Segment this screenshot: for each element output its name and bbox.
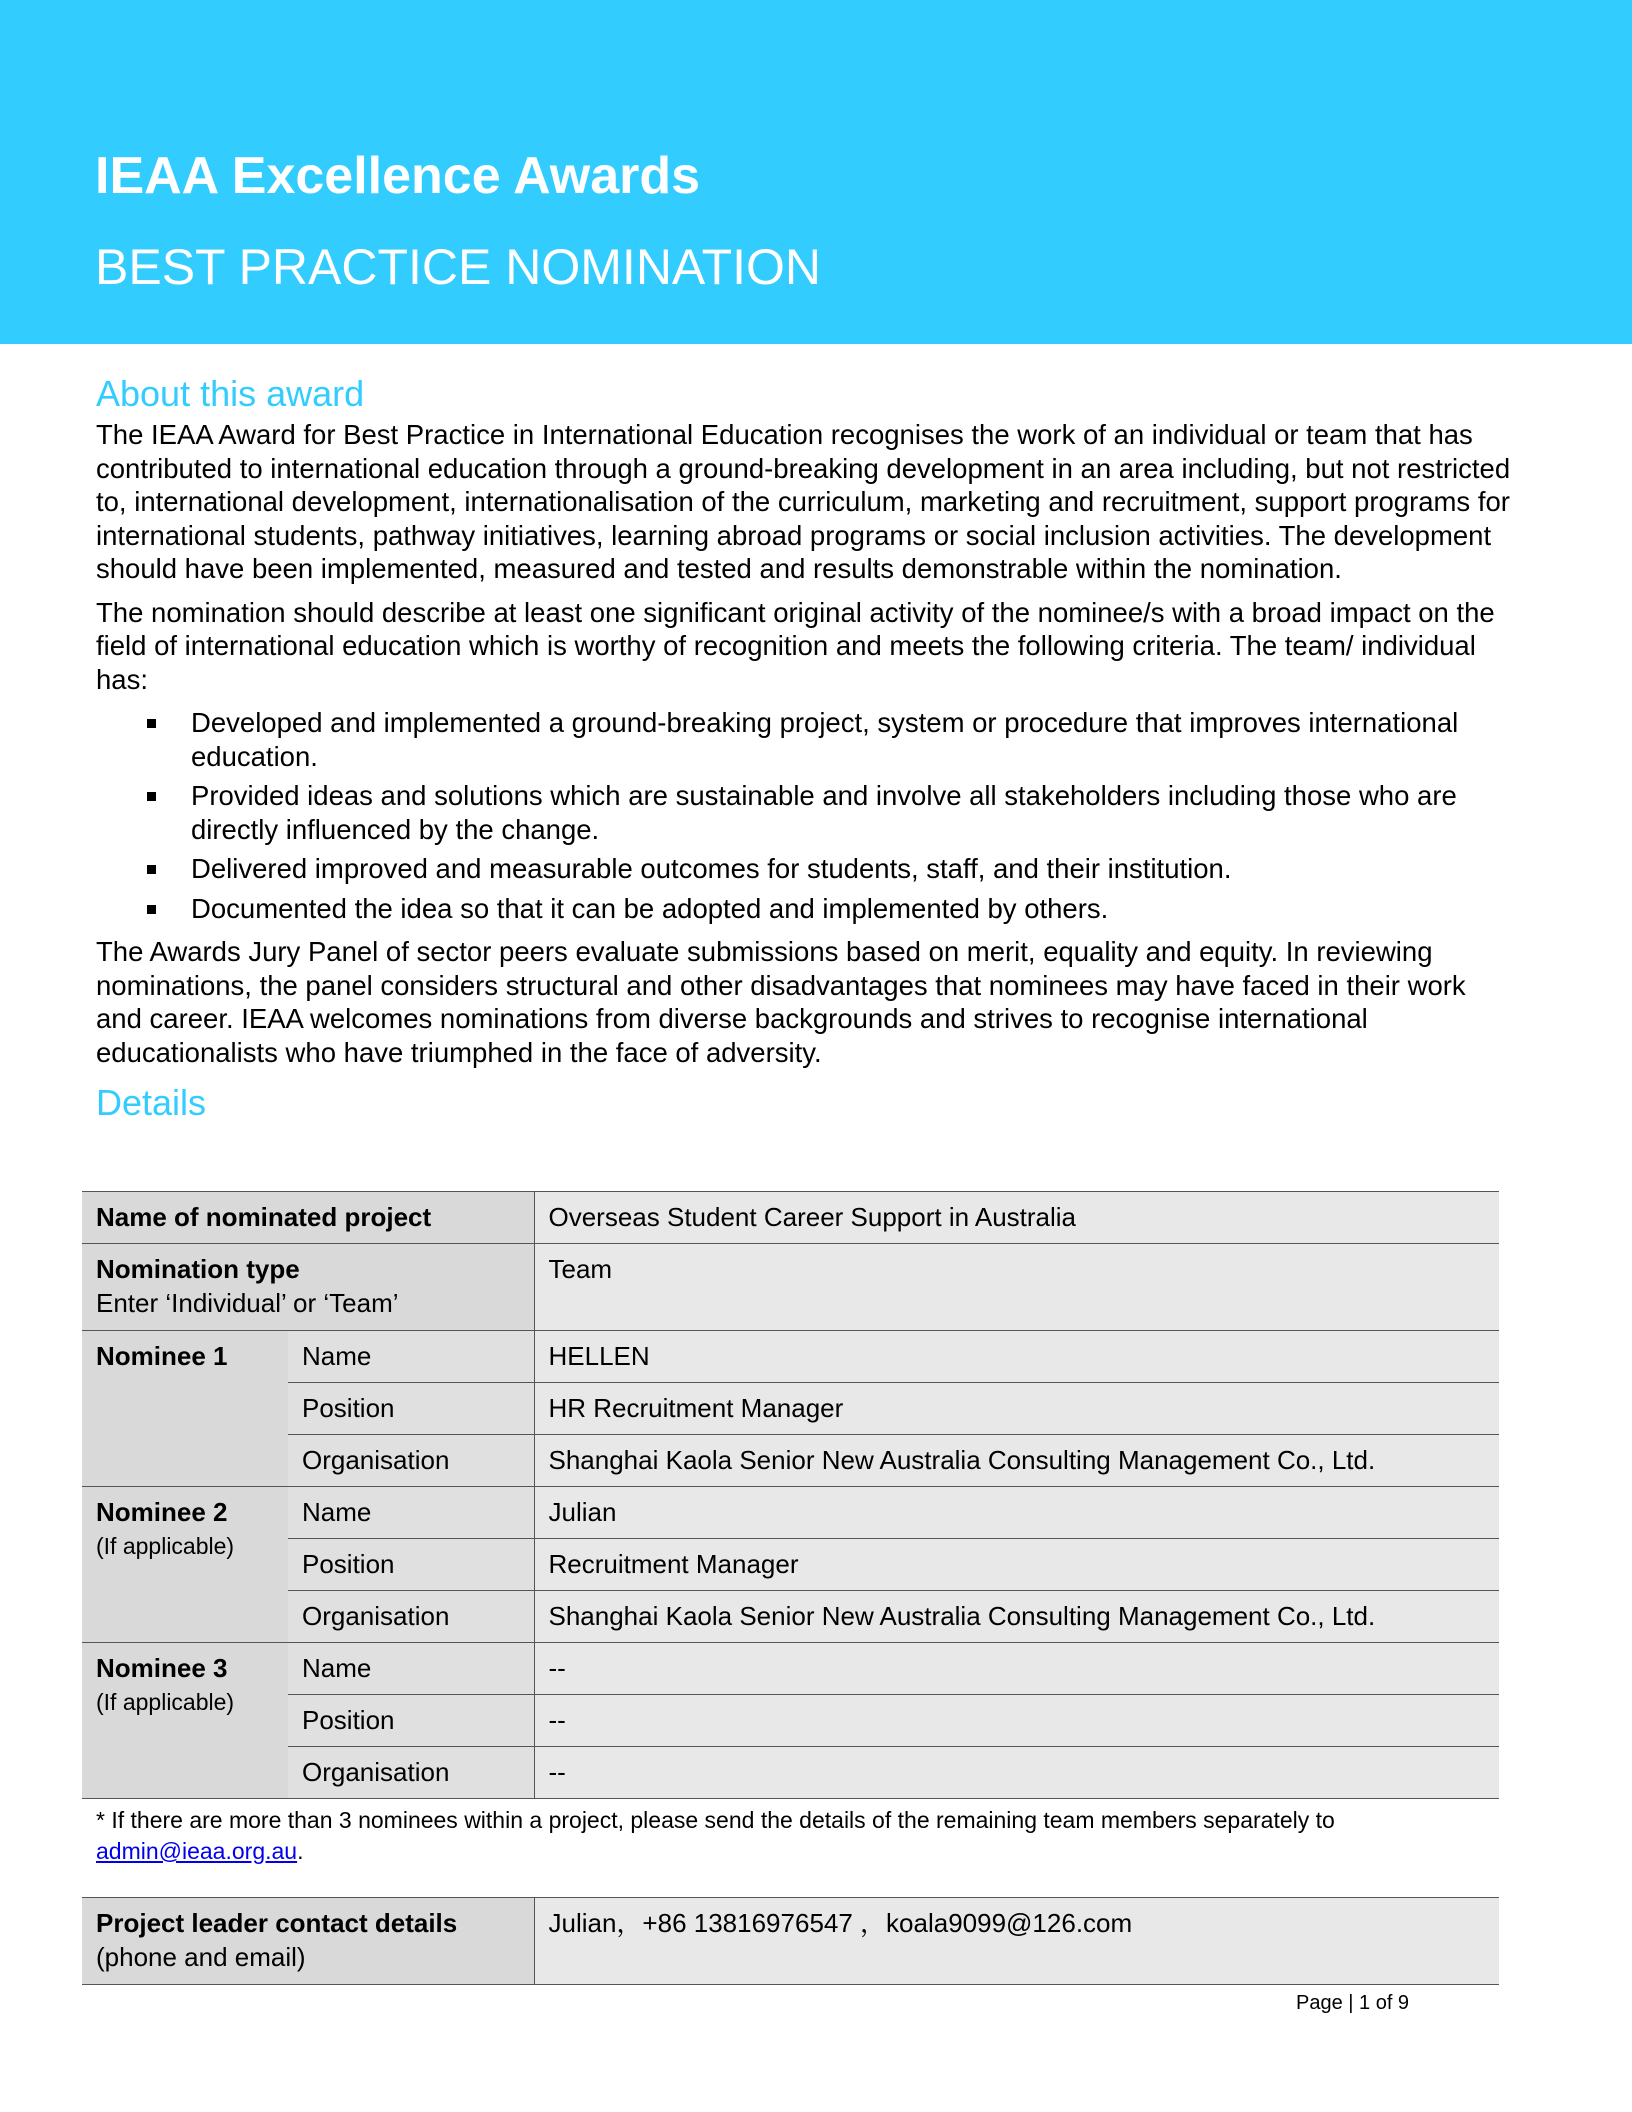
admin-email-link[interactable]: admin@ieaa.org.au (96, 1838, 298, 1864)
nominee-2-position: Recruitment Manager (534, 1539, 1499, 1591)
field-label: Name (288, 1487, 534, 1539)
field-label: Name (288, 1331, 534, 1383)
project-label-cell: Name of nominated project (82, 1192, 534, 1244)
table-row (82, 1383, 1499, 1435)
field-label: Organisation (288, 1435, 534, 1487)
nominee-2-name: Julian (534, 1487, 1499, 1539)
table-row (82, 1539, 1499, 1591)
table-row (82, 1435, 1499, 1487)
table-row (82, 1695, 1499, 1747)
page-number: Page | 1 of 9 (1296, 1992, 1410, 2014)
project-value-cell: Overseas Student Career Support in Australia (534, 1192, 1499, 1244)
nominee-1-organisation: Shanghai Kaola Senior New Australia Consulting Management Co., Ltd. (534, 1435, 1499, 1487)
bullet-square-icon (147, 792, 156, 801)
table-row (82, 1192, 1499, 1244)
header-banner (0, 0, 1632, 344)
bullet-square-icon (147, 865, 156, 874)
field-label: Organisation (288, 1591, 534, 1643)
bullet-square-icon (147, 905, 156, 914)
about-paragraph-2: The nomination should describe at least one significant original activity of the nominee/s with a broad impact on the field of international education which is worthy of recognition and meets the following criteria. The team/ individual has: (96, 596, 1495, 695)
nominee-2-label-cell: Nominee 2 (If applicable) (82, 1487, 288, 1643)
table-row (82, 1643, 1499, 1695)
field-label: Name (288, 1643, 534, 1695)
nominee-1-position: HR Recruitment Manager (534, 1383, 1499, 1435)
nominee-1-name: HELLEN (534, 1331, 1499, 1383)
field-label: Position (288, 1695, 534, 1747)
contact-table (82, 1897, 1499, 1985)
about-paragraph-1: The IEAA Award for Best Practice in International Education recognises the work of an individual or team that has contributed to international education through a ground-breaking development in an area including, but not restricted to, international development, internationalisation of the curriculum, marketing and recruitment, support programs for international students, pathway initiatives, learning abroad programs or social inclusion activities. The development should have been implemented, measured and tested and results demonstrable within the nomination. (96, 419, 1511, 584)
document-subtitle: BEST PRACTICE NOMINATION (95, 239, 822, 295)
criteria-item: Provided ideas and solutions which are sustainable and involve all stakeholders including those who are directly influenced by the change. (96, 779, 1516, 846)
table-row (82, 1244, 1499, 1331)
nominee-3-label-cell: Nominee 3 (If applicable) (82, 1643, 288, 1799)
table-row (82, 1487, 1499, 1539)
type-label-cell: Nomination type Enter ‘Individual’ or ‘Team’ (82, 1244, 534, 1331)
footnote: * If there are more than 3 nominees within a project, please send the details of the remaining team members separately to admin@ieaa.org.au. (96, 1807, 1335, 1864)
field-label: Position (288, 1539, 534, 1591)
criteria-list (96, 706, 1516, 925)
field-label: Organisation (288, 1747, 534, 1799)
nominee-1-label-cell: Nominee 1 (82, 1331, 288, 1487)
document-title: IEAA Excellence Awards (95, 147, 701, 205)
details-table (82, 1191, 1499, 1799)
table-row (82, 1747, 1499, 1799)
criteria-item: Documented the idea so that it can be adopted and implemented by others. (96, 892, 1516, 926)
table-row (82, 1331, 1499, 1383)
contact-label-cell: Project leader contact details (phone and email) (82, 1898, 534, 1985)
nominee-2-organisation: Shanghai Kaola Senior New Australia Consulting Management Co., Ltd. (534, 1591, 1499, 1643)
nominee-3-position: -- (534, 1695, 1499, 1747)
criteria-item: Developed and implemented a ground-breaking project, system or procedure that improves international education. (96, 706, 1516, 773)
criteria-item: Delivered improved and measurable outcomes for students, staff, and their institution. (96, 852, 1516, 886)
about-heading: About this award (96, 373, 365, 414)
nominee-3-organisation: -- (534, 1747, 1499, 1799)
about-section (96, 370, 1516, 1127)
type-value-cell: Team (534, 1244, 1499, 1331)
table-row (82, 1591, 1499, 1643)
bullet-square-icon (147, 719, 156, 728)
field-label: Position (288, 1383, 534, 1435)
about-paragraph-3: The Awards Jury Panel of sector peers evaluate submissions based on merit, equality and equity. In reviewing nominations, the panel considers structural and other disadvantages that nominees may have faced in their work and career. IEAA welcomes nominations from diverse backgrounds and strives to recognise international educationalists who have triumphed in the face of adversity. (96, 936, 1466, 1068)
nominee-3-name: -- (534, 1643, 1499, 1695)
table-row (82, 1898, 1499, 1985)
contact-value-cell: Julian，+86 13816976547 ，koala9099@126.com (534, 1898, 1499, 1985)
details-heading: Details (96, 1082, 207, 1123)
